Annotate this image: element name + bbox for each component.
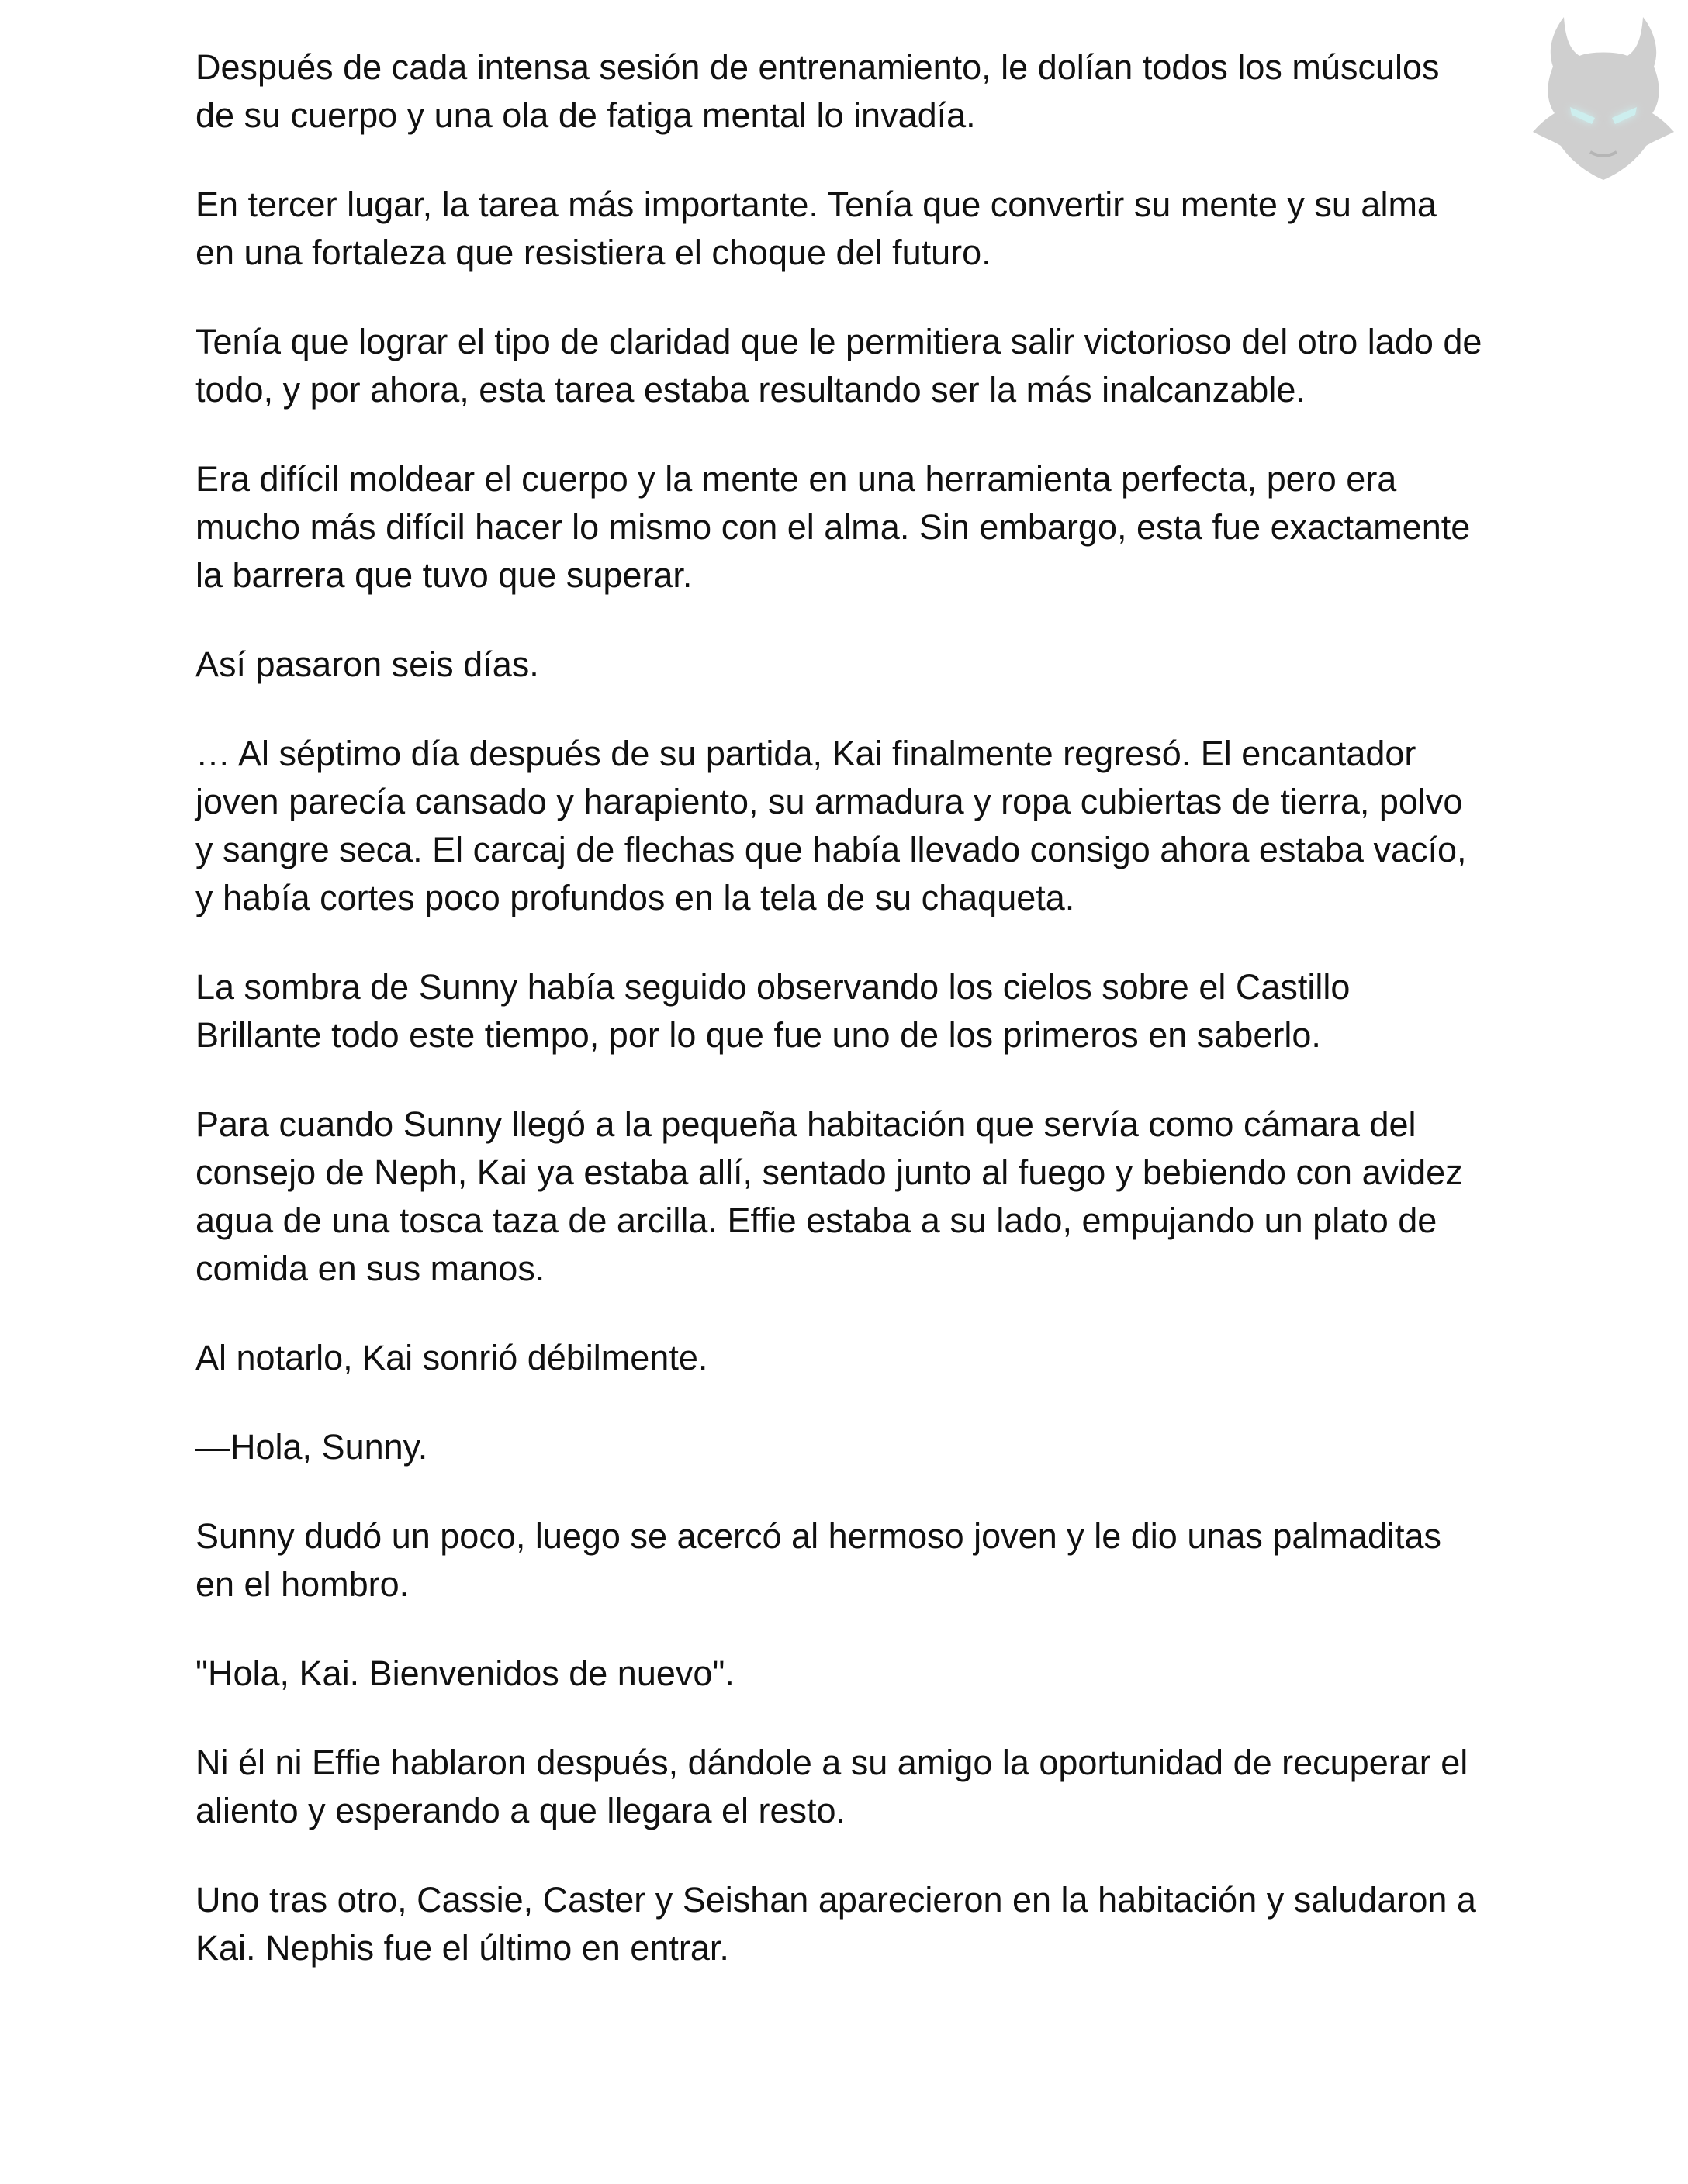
paragraph: Tenía que lograr el tipo de claridad que le permitiera salir victorioso del otro lado de todo, y por ahora, esta tarea estaba resultando ser la más inalcanzable.	[195, 322, 1482, 410]
paragraph: Ni él ni Effie hablaron después, dándole a su amigo la oportunidad de recuperar el aliento y esperando a que llegara el resto.	[195, 1743, 1468, 1830]
paragraph: Para cuando Sunny llegó a la pequeña habitación que servía como cámara del consejo de Neph, Kai ya estaba allí, sentado junto al fuego y bebiendo con avidez agua de una tosca taza de arcilla. Effie estaba a su lado, empujando un plato de comida en sus manos.	[195, 1104, 1463, 1288]
paragraph: Sunny dudó un poco, luego se acercó al hermoso joven y le dio unas palmaditas en el hombro.	[195, 1516, 1442, 1604]
paragraph: En tercer lugar, la tarea más importante. Tenía que convertir su mente y su alma en una fortaleza que resistiera el choque del futuro.	[195, 185, 1437, 272]
paragraph: "Hola, Kai. Bienvenidos de nuevo".	[195, 1654, 735, 1693]
paragraph: Era difícil moldear el cuerpo y la mente en una herramienta perfecta, pero era mucho más difícil hacer lo mismo con el alma. Sin embargo, esta fue exactamente la barrera que tuvo que superar.	[195, 459, 1471, 595]
paragraph: Uno tras otro, Cassie, Caster y Seishan aparecieron en la habitación y saludaron a Kai. Nephis fue el último en entrar.	[195, 1880, 1476, 1968]
paragraph: Después de cada intensa sesión de entrenamiento, le dolían todos los músculos de su cuerpo y una ola de fatiga mental lo invadía.	[195, 47, 1440, 135]
paragraph: Al notarlo, Kai sonrió débilmente.	[195, 1338, 708, 1377]
paragraph: … Al séptimo día después de su partida, Kai finalmente regresó. El encantador joven parecía cansado y harapiento, su armadura y ropa cubiertas de tierra, polvo y sangre seca. El carcaj de flechas que había llevado consigo ahora estaba vacío, y había cortes poco profundos en la tela de su chaqueta.	[195, 734, 1467, 917]
paragraph: La sombra de Sunny había seguido observando los cielos sobre el Castillo Brillante todo este tiempo, por lo que fue uno de los primeros en saberlo.	[195, 967, 1351, 1055]
paragraph: —Hola, Sunny.	[195, 1427, 428, 1467]
document-body	[195, 43, 1483, 2013]
demon-head-icon	[1530, 16, 1677, 182]
paragraph: Así pasaron seis días.	[195, 644, 539, 684]
